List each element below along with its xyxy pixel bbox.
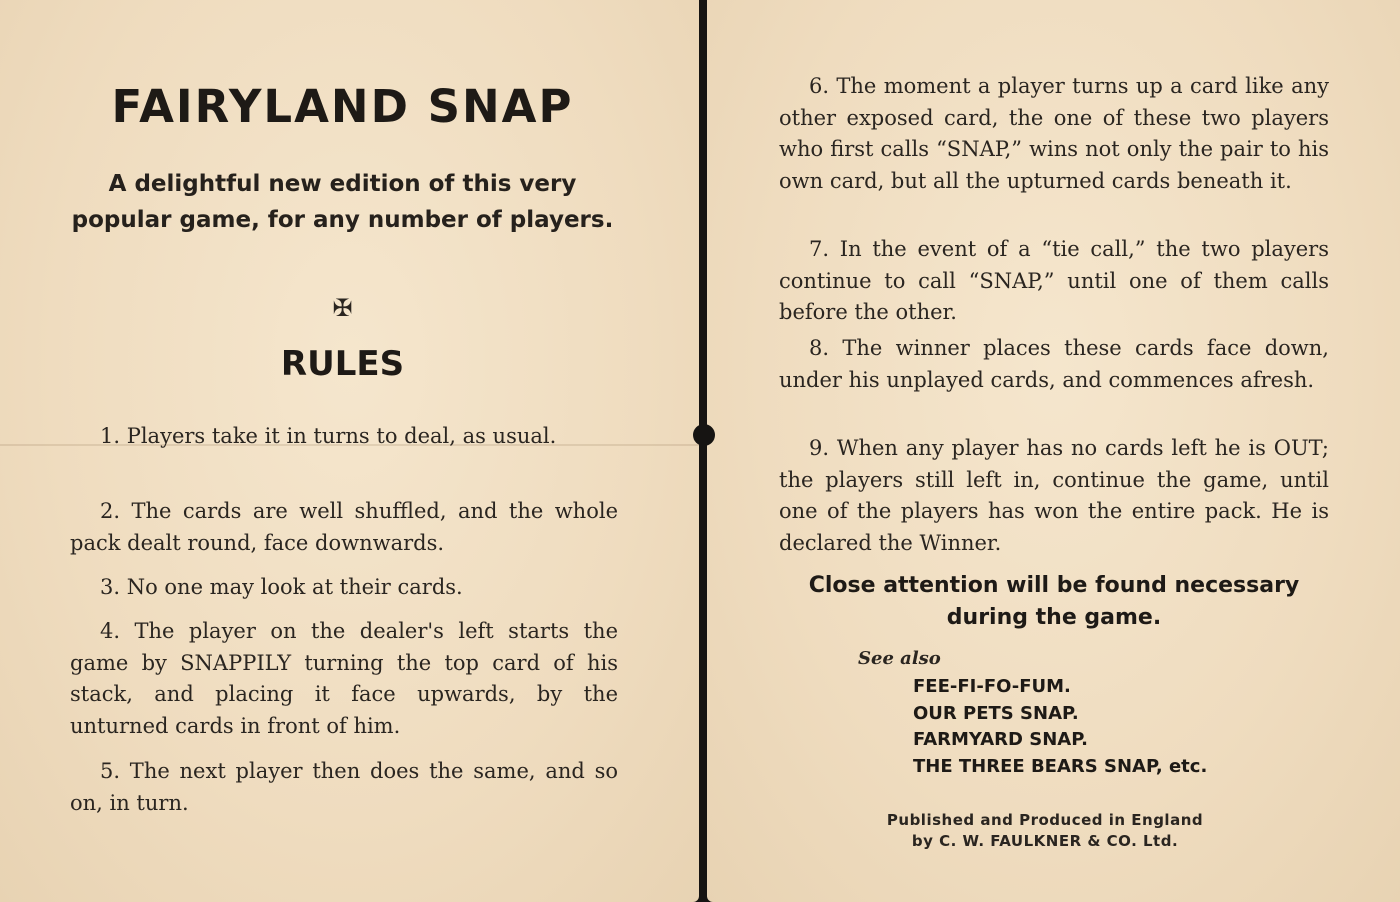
list-item: FARMYARD SNAP. [913, 729, 1088, 750]
rule-9: 9. When any player has no cards left he is OUT; the players still left in, continue the game, until one of the players has won the entire pack. He is declared the Winner. [779, 436, 1329, 555]
see-also-label: See also [858, 648, 941, 669]
rule-5: 5. The next player then does the same, and so on, in turn. [70, 759, 618, 815]
cross-ornament-icon: ✠ [332, 294, 353, 322]
publisher-line-2: by C. W. FAULKNER & CO. Ltd. [911, 832, 1179, 850]
publisher-line-1: Published and Produced in England [886, 811, 1204, 829]
rule-4: 4. The player on the dealer's left starts the game by SNAPPILY turning the top card of his stack, and placing it face upwards, by the unturned cards in front of him. [70, 619, 618, 738]
rules-heading: RULES [280, 344, 405, 384]
see-also-list [913, 674, 1207, 780]
rule-6: 6. The moment a player turns up a card like any other exposed card, the one of these two players who first calls “SNAP,” wins not only the pair to his own card, but all the upturned cards beneath it. [779, 74, 1329, 193]
attention-note: Close attention will be found necessary during the game. [808, 573, 1300, 630]
rule-7: 7. In the event of a “tie call,” the two players continue to call “SNAP,” until one of them calls before the other. [779, 237, 1329, 324]
list-item: FEE-FI-FO-FUM. [913, 676, 1071, 697]
game-subtitle: A delightful new edition of this very popular game, for any number of players. [71, 171, 614, 233]
punch-hole [693, 424, 715, 446]
list-item: OUR PETS SNAP. [913, 702, 1079, 724]
publisher-credit [840, 810, 1250, 852]
rule-8: 8. The winner places these cards face down, under his unplayed cards, and commences afresh. [779, 336, 1329, 392]
game-title: FAIRYLAND SNAP [111, 80, 574, 133]
rule-1: 1. Players take it in turns to deal, as usual. [100, 424, 557, 448]
rule-3: 3. No one may look at their cards. [100, 575, 463, 599]
list-item: THE THREE BEARS SNAP, etc. [913, 755, 1208, 777]
rule-2: 2. The cards are well shuffled, and the whole pack dealt round, face downwards. [70, 499, 618, 555]
